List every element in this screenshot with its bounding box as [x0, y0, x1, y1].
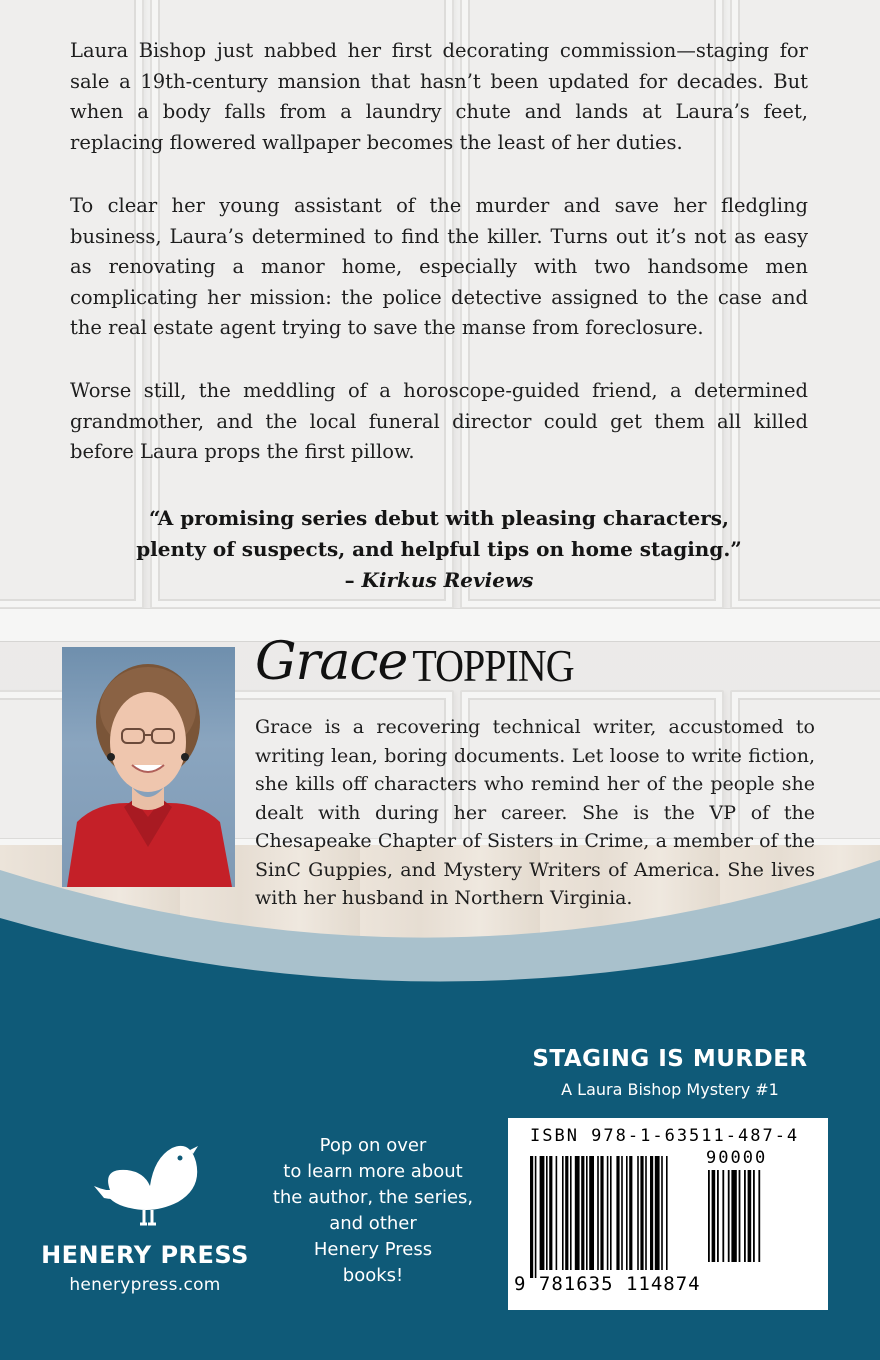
barcode-bar — [549, 1156, 552, 1270]
barcode-box — [508, 1118, 828, 1310]
barcode-bar — [556, 1156, 558, 1270]
barcode-bar — [645, 1156, 647, 1270]
barcode-bar — [570, 1156, 572, 1270]
author-bio: Grace is a recovering technical writer, accustomed to writing lean, boring documents. Let loose to write fiction, she kills off characters who remind her of the people she dealt with during her career. She is the VP of the Chesapeake Chapter of Sisters in Crime, a member of the SinC Guppies, and Mystery Writers of America. She lives with her husband in Northern Virginia. — [255, 716, 815, 909]
barcode-bar — [739, 1170, 741, 1262]
promo-line: books! — [342, 1265, 404, 1286]
author-last-name: TOPPING — [412, 639, 574, 692]
barcode-bar — [748, 1170, 752, 1262]
author-portrait — [62, 647, 235, 887]
barcode-bar — [562, 1156, 564, 1270]
barcode-bar — [581, 1156, 584, 1270]
barcode-bar — [629, 1156, 632, 1270]
review-line-1: “A promising series debut with pleasing characters, — [149, 506, 729, 530]
blurb-paragraph-3: Worse still, the meddling of a horoscope-guided friend, a determined grandmother, and the local funeral director could get them all killed before Laura props the first pillow. — [70, 379, 808, 463]
barcode-bar — [610, 1156, 612, 1270]
barcode-bar — [722, 1170, 724, 1262]
ean-number: 9 781635 114874 — [514, 1273, 701, 1295]
review-attribution — [70, 565, 808, 596]
barcode-bar — [637, 1156, 639, 1270]
barcode-bar — [530, 1156, 533, 1278]
review-dash: – — [344, 568, 362, 592]
publisher-url[interactable]: henerypress.com — [69, 1275, 221, 1295]
review-line-2: plenty of suspects, and helpful tips on home staging.” — [136, 537, 742, 561]
bird-icon — [92, 1128, 202, 1228]
blurb-paragraph-2: To clear her young assistant of the murder and save her fledgling business, Laura’s determined to find the killer. Turns out it’s not as easy as renovating a manor home, especially with two handsome men complicating her mission: the police detective assigned to the case and the real estate agent trying to save the manse from foreclosure. — [70, 194, 808, 339]
barcode-bar — [546, 1156, 548, 1270]
barcode-bar — [728, 1170, 730, 1262]
barcode-bar — [712, 1170, 716, 1262]
barcode-bar — [758, 1170, 760, 1262]
author-photo — [62, 647, 235, 887]
promo-line: Pop on over — [319, 1135, 427, 1156]
barcode-bar — [540, 1156, 545, 1270]
barcode-bar — [535, 1156, 537, 1278]
review-source: Kirkus Reviews — [361, 568, 534, 592]
promo-text — [258, 1133, 488, 1289]
promo-line: the author, the series, — [272, 1187, 474, 1208]
price-code: 90000 — [706, 1148, 768, 1168]
barcode-bar — [744, 1170, 746, 1262]
barcode-bar — [666, 1156, 668, 1270]
barcode-bar — [597, 1156, 599, 1270]
barcode-bar — [661, 1156, 663, 1270]
series-subtitle: A Laura Bishop Mystery #1 — [561, 1080, 779, 1099]
barcode-bar — [753, 1170, 755, 1262]
promo-line: Henery Press — [313, 1239, 433, 1260]
barcode-bar — [621, 1156, 623, 1270]
barcode-bar — [708, 1170, 710, 1262]
barcode-bar — [586, 1156, 588, 1270]
author-first-name: Grace — [255, 632, 408, 692]
review-quote — [70, 503, 808, 596]
book-title: STAGING IS MURDER — [532, 1046, 808, 1072]
barcode-bar — [565, 1156, 568, 1270]
promo-line: to learn more about — [283, 1161, 463, 1182]
barcode-bar — [731, 1170, 736, 1262]
isbn-text: ISBN 978-1-63511-487-4 — [530, 1126, 800, 1146]
barcode-bar — [575, 1156, 580, 1270]
barcode-bar — [589, 1156, 594, 1270]
blurb-paragraph-1: Laura Bishop just nabbed her first decorating commission—staging for sale a 19th-century mansion that hasn’t been updated for decades. But when a body falls from a laundry chute and lands at Laura’s feet, replacing flowered wallpaper becomes the least of her duties. — [70, 39, 808, 154]
barcode-bar — [616, 1156, 619, 1270]
author-name — [255, 632, 574, 702]
barcode-bar — [650, 1156, 653, 1270]
publisher-name: HENERY PRESS — [41, 1241, 249, 1269]
barcode-bar — [640, 1156, 643, 1270]
barcode-bar — [626, 1156, 628, 1270]
barcode-bar — [607, 1156, 609, 1270]
promo-line: and other — [329, 1213, 417, 1234]
barcode-bar — [717, 1170, 719, 1262]
barcode-bar — [600, 1156, 603, 1270]
barcode-bar — [655, 1156, 660, 1270]
